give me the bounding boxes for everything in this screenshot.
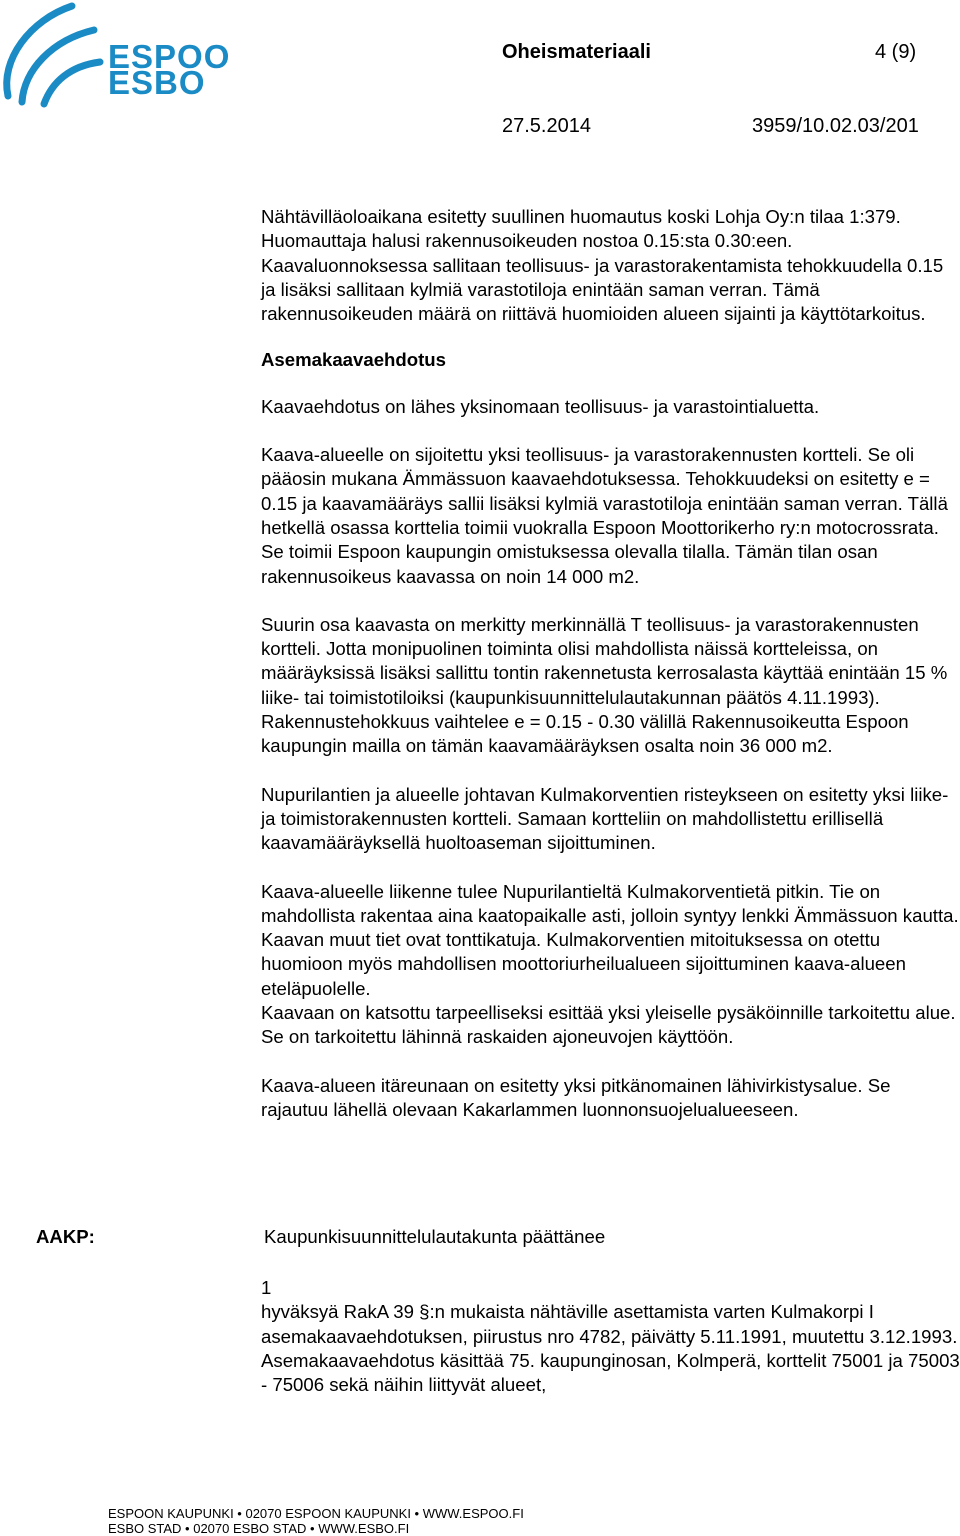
paragraph-1: Kaavaehdotus on lähes yksinomaan teollisuus- ja varastointialuetta. bbox=[261, 395, 820, 417]
espoo-logo bbox=[0, 0, 231, 110]
document-reference: 3959/10.02.03/201 bbox=[752, 115, 919, 137]
document-date: 27.5.2014 bbox=[502, 115, 591, 137]
paragraph-3: Suurin osa kaavasta on merkitty merkinnällä T teollisuus- ja varastorakennusten kortteli. Jotta monipuolinen toiminta olisi mahdollista näissä kortteleissa, on määräyksissä lisäksi sallittu tontin rakennetusta kerrosalasta käyttää enintään 15 % liike- tai toimistotiloiksi (kaupunkisuunnittelulautakunnan päätös 4.11.1993). Rakennustehokkuus vaihtelee e = 0.15 - 0.30 välillä Rakennusoikeutta Espoon kaupungin mailla on tämän kaavamääräyksen osalta noin 36 000 m2. bbox=[261, 613, 948, 757]
section-heading: Asemakaavaehdotus bbox=[261, 349, 446, 371]
logo-text-esbo: ESBO bbox=[108, 64, 206, 101]
document-body bbox=[261, 205, 960, 1122]
aakp-label: AAKP: bbox=[36, 1226, 95, 1247]
document-title: Oheismateriaali bbox=[502, 41, 651, 63]
paragraph-5b: Kaavaan on katsottu tarpeelliseksi esittää yksi yleiselle pysäköinnille tarkoitettu alue. Se on tarkoitettu lähinnä raskaiden ajoneuvojen käyttöön. bbox=[261, 1002, 956, 1048]
paragraph-intro: Nähtävilläoloaikana esitetty suullinen huomautus koski Lohja Oy:n tilaa 1:379. Huomauttaja halusi rakennusoikeuden nostoa 0.15:sta 0.30:een. Kaavaluonnoksessa sallitaan teollisuus- ja varastorakentamista tehokkuudella 0.15 ja lisäksi sallitaan kylmiä varastotiloja enintään saman verran. Tämä rakennusoikeuden määrä on riittävä huomioiden alueen sijainti ja käyttötarkoitus. bbox=[261, 206, 944, 325]
paragraph-5a: Kaava-alueelle liikenne tulee Nupurilantieltä Kulmakorventietä pitkin. Tie on mahdollista rakentaa aina kaatopaikalle asti, jolloin syntyy lenkki Ämmässuon kautta. Kaavan muut tiet ovat tonttikatuja. Kulmakorventien mitoituksessa on otettu huomioon myös mahdollisen moottoriurheilualueen sijoittuminen kaava-alueen eteläpuolelle. bbox=[261, 880, 959, 999]
decision-text: hyväksyä RakA 39 §:n mukaista nähtäville asettamista varten Kulmakorpi I asemakaavaehdotuksen, piirustus nro 4782, päivätty 5.11.1991, muutettu 3.12.1993. Asemakaavaehdotus käsittää 75. kaupunginosan, Kolmperä, korttelit 75001 ja 75003 - 75006 sekä näihin liittyvät alueet, bbox=[261, 1301, 960, 1396]
page-number: 4 (9) bbox=[875, 41, 917, 63]
paragraph-2: Kaava-alueelle on sijoitettu yksi teollisuus- ja varastorakennusten kortteli. Se oli pääosin mukana Ämmässuon kaavaehdotuksessa. Tehokkuudeksi on esitetty e = 0.15 ja kaavamääräys sallii lisäksi kylmiä varastotiloja enintään saman verran. Tällä hetkellä osassa korttelia toimii vuokralla Espoon Moottorikerho ry:n motocrossrata. Se toimii Espoon kaupungin omistuksessa olevalla tilalla. Tämän tilan osan rakennusoikeus kaavassa on noin 14 000 m2. bbox=[261, 444, 948, 587]
aakp-decision: Kaupunkisuunnittelulautakunta päättänee bbox=[264, 1226, 606, 1247]
paragraph-4: Nupurilantien ja alueelle johtavan Kulmakorventien risteykseen on esitetty yksi liike- ja toimistorakennusten kortteli. Samaan kortteliin on mahdollistettu erillisellä kaavamääräyksellä huoltoaseman sijoittuminen. bbox=[261, 783, 949, 854]
footer-line-1: ESPOON KAUPUNKI • 02070 ESPOON KAUPUNKI • WWW.ESPOO.FI bbox=[108, 1506, 524, 1521]
paragraph-6: Kaava-alueen itäreunaan on esitetty yksi pitkänomainen lähivirkistysalue. Se rajautuu lähellä olevaan Kakarlammen luonnonsuojelualueeseen. bbox=[261, 1074, 891, 1120]
footer-line-2: ESBO STAD • 02070 ESBO STAD • WWW.ESBO.FI bbox=[108, 1521, 410, 1536]
logo-text-espoo: ESPOO bbox=[108, 38, 231, 75]
decision-number: 1 bbox=[261, 1277, 272, 1298]
decision-body bbox=[261, 1276, 960, 1397]
logo-swirl-icon bbox=[0, 0, 110, 110]
